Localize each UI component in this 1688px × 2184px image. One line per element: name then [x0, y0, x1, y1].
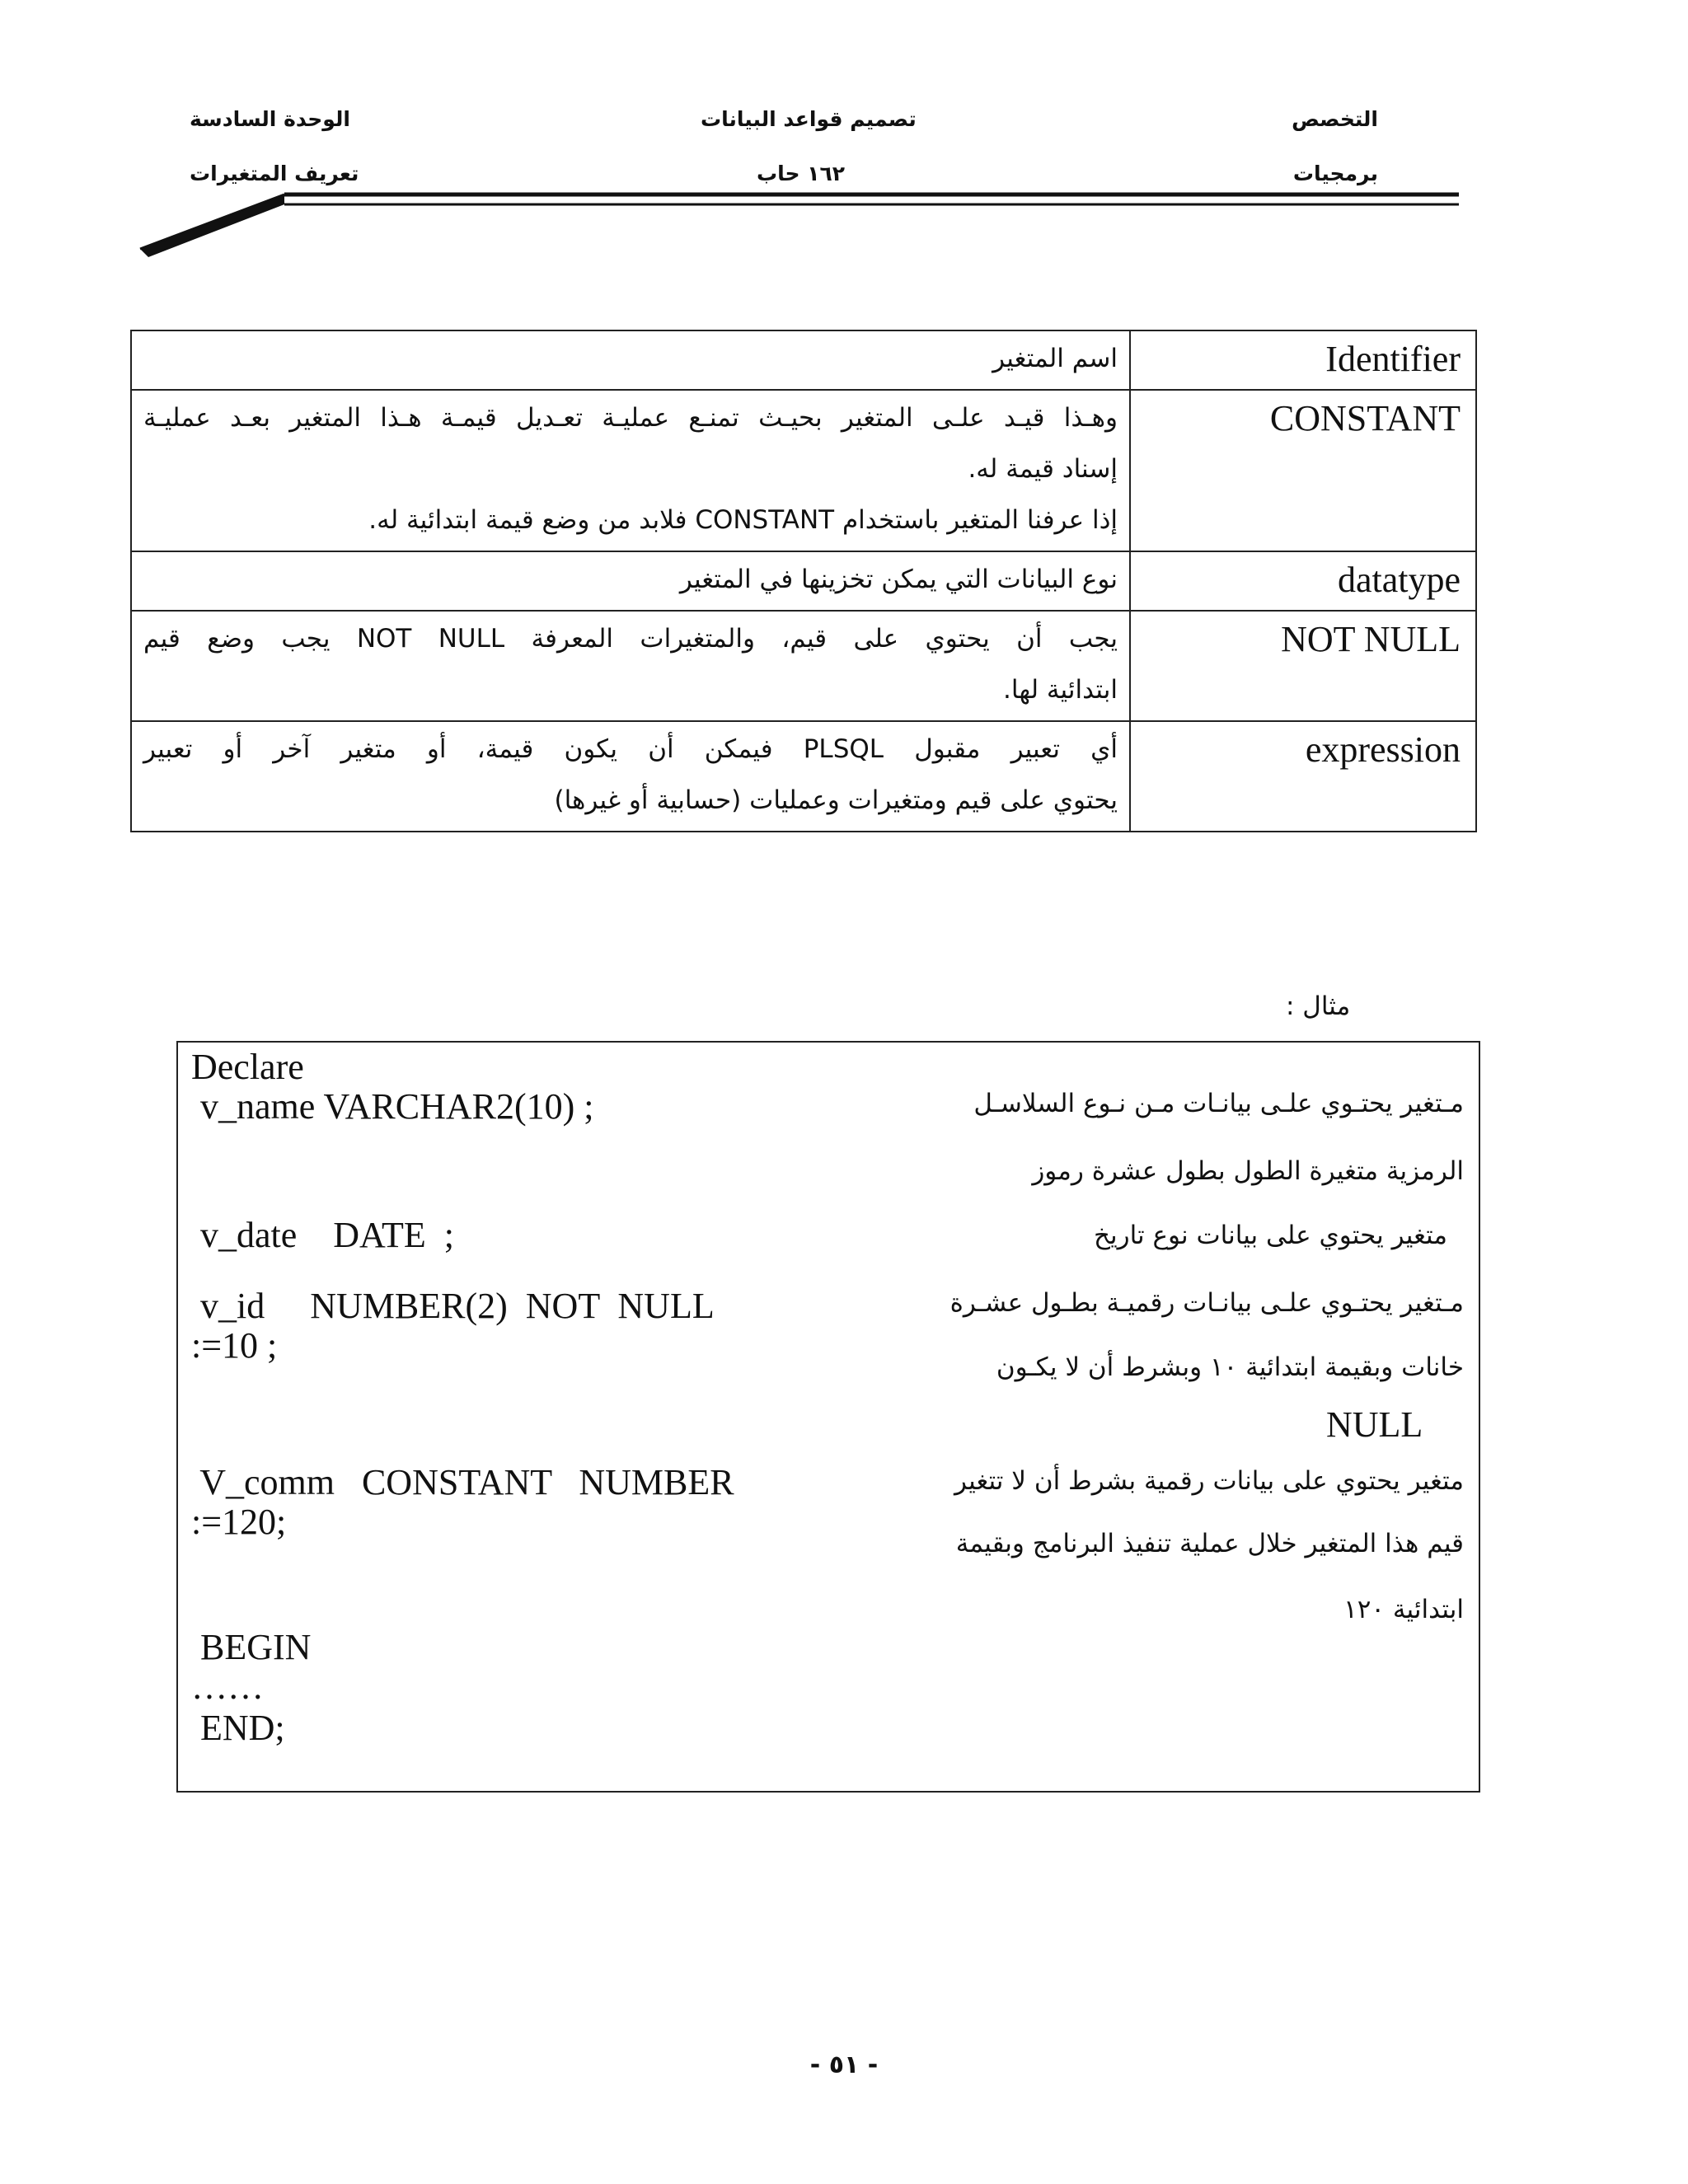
page-number: - ٥١ -	[809, 2050, 879, 2079]
header-course-title: تصميم قواعد البيانات	[701, 107, 917, 131]
note-v-id-null: NULL	[1326, 1404, 1423, 1445]
definition-cell	[131, 721, 1130, 832]
code-v-id: v_id NUMBER(2) NOT NULL	[191, 1286, 715, 1326]
note-v-comm-line1: متغير يحتوي على بيانات رقمية بشرط أن لا تتغير	[954, 1466, 1464, 1496]
code-begin: BEGIN	[191, 1627, 312, 1667]
definition-cell	[131, 390, 1130, 551]
table-row	[131, 551, 1476, 611]
definition-line: نوع البيانات التي يمكن تخزينها في المتغير	[679, 565, 1118, 594]
term-cell: datatype	[1130, 551, 1476, 611]
table-row	[131, 330, 1476, 390]
table-row	[131, 611, 1476, 721]
code-v-date: v_date DATE ;	[191, 1215, 454, 1255]
definition-line: يجب أن يحتوي على قيم، والمتغيرات المعرفة NOT NULL يجب وضع قيم	[143, 624, 1118, 654]
definition-cell	[131, 551, 1130, 611]
note-v-date: متغير يحتوي على بيانات نوع تاريخ	[1093, 1221, 1447, 1250]
code-v-id-init: :=10 ;	[191, 1325, 278, 1366]
definition-line: اسم المتغير	[992, 344, 1118, 373]
note-v-name-line1: مـتغير يحتـوي علـى بيانـات مـن نـوع السلاسـل	[973, 1089, 1464, 1118]
definitions-table	[130, 330, 1477, 832]
definition-line: أي تعبير مقبول PLSQL فيمكن أن يكون قيمة، أو متغير آخر أو تعبير	[143, 734, 1118, 764]
header-unit-title: تعريف المتغيرات	[190, 162, 359, 185]
code-dots: ……	[191, 1666, 264, 1707]
note-v-id-line1: مـتغير يحتـوي علـى بيانـات رقميـة بطـول عشـرة	[950, 1288, 1464, 1318]
term-cell: CONSTANT	[1130, 390, 1476, 551]
example-label: مثال :	[1286, 991, 1351, 1021]
note-v-comm-line2: قيم هذا المتغير خلال عملية تنفيذ البرنامج وبقيمة	[955, 1529, 1464, 1558]
example-code-box	[176, 1041, 1480, 1793]
definition-cell	[131, 611, 1130, 721]
code-end: END;	[191, 1708, 285, 1748]
definition-line: إسناد قيمة له.	[968, 454, 1118, 484]
note-v-name-line2: الرمزية متغيرة الطول بطول عشرة رموز	[1032, 1156, 1464, 1186]
term-cell: expression	[1130, 721, 1476, 832]
table-row	[131, 721, 1476, 832]
definition-line: يحتوي على قيم ومتغيرات وعمليات (حسابية أو غيرها)	[554, 785, 1118, 815]
header-unit-label: الوحدة السادسة	[190, 107, 350, 131]
term-cell: NOT NULL	[1130, 611, 1476, 721]
code-v-comm: V_comm CONSTANT NUMBER	[191, 1462, 734, 1502]
header-divider	[0, 0, 1688, 272]
definition-line: وهـذا قيـد علـى المتغير بحيـث تمنـع عمليـة تعـديل قيمـة هـذا المتغير بعـد عمليـة	[143, 403, 1118, 433]
code-v-comm-init: :=120;	[191, 1502, 287, 1542]
header-course-code: ١٦٢ حاب	[757, 162, 846, 185]
code-declare: Declare	[191, 1047, 304, 1087]
header-specialty-value: برمجيات	[1292, 162, 1378, 185]
definition-cell	[131, 330, 1130, 390]
definition-line: إذا عرفنا المتغير باستخدام CONSTANT فلابد من وضع قيمة ابتدائية له.	[368, 505, 1118, 535]
note-v-id-line2: خانات وبقيمة ابتدائية ١٠ وبشرط أن لا يكـون	[996, 1352, 1464, 1382]
term-cell: Identifier	[1130, 330, 1476, 390]
header-specialty-label: التخصص	[1292, 107, 1378, 131]
table-row	[131, 390, 1476, 551]
definition-line: ابتدائية لها.	[1003, 675, 1118, 705]
code-v-name: v_name VARCHAR2(10) ;	[191, 1086, 594, 1127]
note-v-comm-line3: ابتدائية ١٢٠	[1343, 1595, 1464, 1624]
